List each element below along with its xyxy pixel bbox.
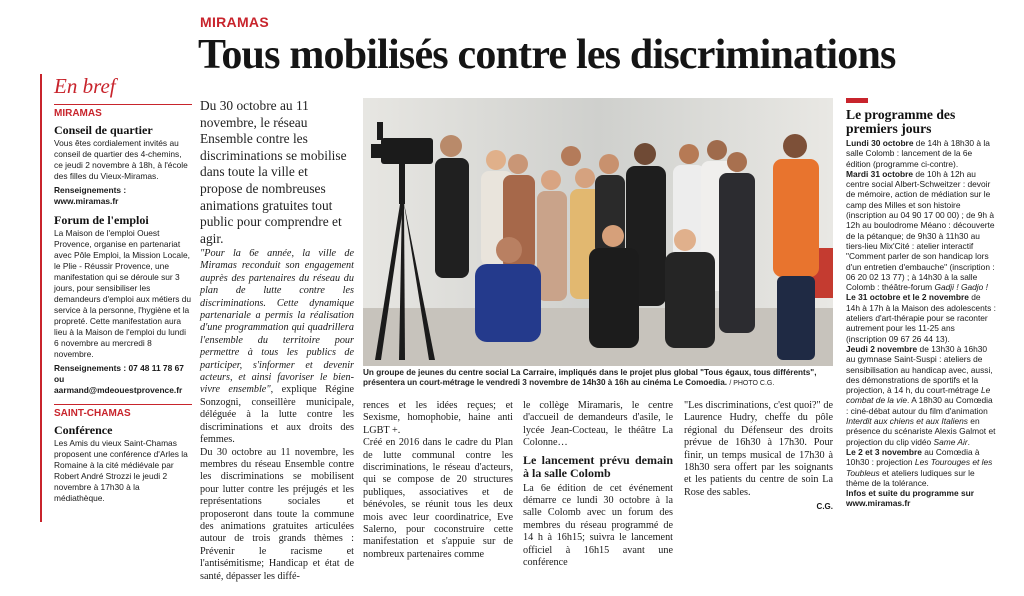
article-paragraph: La 6e édition de cet événement démarre ce lundi 30 octobre à la salle Colomb avec un forum des membres du réseau programmé de 14 h à 16h15; suivra le lancement officiel à 16h15 avant une conférence <box>523 482 673 569</box>
programme-entry-text: au Comœdia à 10h30 : projection <box>846 446 980 468</box>
article-paragraph: le collège Miramaris, le centre d'accueil de demandeurs d'asile, le lycée Jean-Cocteau, le théâtre La Colonne… <box>523 400 673 449</box>
programme-entry-text: et ateliers ludiques sur le thème de la tolérance. <box>846 467 975 488</box>
programme-entry-text: de 14h à 18h30 à la salle Colomb : lancement de la 6e édition (programme ci-contre). <box>846 138 990 169</box>
quote-text: "Pour la 6e année, la ville de Miramas reconduit son engagement auprès des partenaires du réseau du plan de lutte contre les discriminations. Cette dynamique partenariale a permis la réalisation d'une programmation qui quadrillera l'ensemble du territoire pour permettre à tous les publics de participer, s'informer et devenir acteurs, et ainsi favoriser le bien-vivre ensemble" <box>200 248 354 396</box>
programme-title-italic: Le combat de la vie <box>846 385 991 406</box>
group-photo-illustration <box>363 98 833 366</box>
group-photo <box>363 98 833 366</box>
quote-attribution: , explique Régine Sonzogni, conseillère municipale, déléguée à la lutte contre les discriminations et aux droits des femmes. <box>200 384 355 446</box>
article-paragraph: "Les discriminations, c'est quoi?" de Laurence Hudry, cheffe du pôle régional du Défenseur des droits prévue de 16h30 à 17h30. Pour finir, un temps musical de 17h30 à 18h30 sera offert par les soignants et les patients du centre de soin La Rose des sables. <box>684 400 833 498</box>
city-label-saint-chamas: SAINT-CHAMAS <box>54 404 192 419</box>
programme-date: Jeudi 2 novembre <box>846 343 918 354</box>
photo-credit: / PHOTO C.G. <box>729 380 775 388</box>
programme-entry-text: de 14h à 17h à la Maison des adolescents : ateliers d'art-thérapie pour se raconter autrement pour les 11-25 ans (inscription 09 67 26 44 13). <box>846 292 996 344</box>
article-lead: Du 30 octobre au 11 novembre, le réseau Ensemble contre les discriminations se mobilise dans toute la ville et propose de nombreuses animations gratuites tout public pour comprendre et agir. <box>200 98 347 246</box>
city-label-miramas: MIRAMAS <box>54 104 192 119</box>
programme-entry <box>846 292 996 343</box>
photo-caption-text: Un groupe de jeunes du centre social La Carraire, impliqués dans le projet plus global "Tous égaux, tous différents", présentera un court-métrage le vendredi 3 novembre de 14h30 à 16h au cinéma Le Comoedia. <box>363 368 817 388</box>
programme-rule <box>846 98 868 103</box>
brief-text-forum: La Maison de l'emploi Ouest Provence, organise en partenariat avec Pôle Emploi, la Mission Locale, le Plie - Réussir Provence, une manifestation qui se déroule sur 3 jours, pour sensibiliser les demandeurs d'emploi aux métiers du service à la personne, l'hygiène et la propreté. Cette manifestation aura lieu à la Maison de l'emploi du lundi 6 novembre au mercredi 8 novembre. <box>54 228 192 359</box>
programme-entry-text: de 13h30 à 16h30 au gymnase Saint-Suspi : ateliers de sensibilisation au handicap avec, aussi, des démonstrations de sportifs et la projection, à 14 h, du court-métrage <box>846 343 993 396</box>
article-paragraph: Créé en 2016 dans le cadre du Plan de lutte communal contre les discriminations, le réseau d'acteurs, qui se compose de 20 structures publiques, associatives et de bénévoles, se réunit tous les deux mois avec leur coordinatrice, Eve Salerno, pour coconstruire cette manifestation et s'appuie sur de nombreux partenaires comme <box>363 437 513 560</box>
article-subheading: Le lancement prévu demain à la salle Colomb <box>523 452 673 480</box>
brief-text-conference: Les Amis du vieux Saint-Chamas proposent une conférence d'Arles la Romaine à la cité médiévale par Robert André Strozzi le jeudi 2 novembre à 17h30 à la médiathèque. <box>54 438 188 503</box>
programme-entry <box>846 169 996 293</box>
article-column-4 <box>684 400 833 514</box>
programme-title-italic: Interdit aux chiens et aux Italiens <box>846 416 968 427</box>
brief-title-conseil: Conseil de quartier <box>54 123 153 137</box>
article-paragraph: rences et les idées reçues; et Sexisme, homophobie, haine anti LGBT +. <box>363 400 513 436</box>
programme-title-italic: Les Tourouges et les Toubleus <box>846 457 993 478</box>
article-column-3 <box>523 400 673 569</box>
article-column-1 <box>200 248 354 583</box>
section-kicker: MIRAMAS <box>200 14 269 30</box>
en-bref-column <box>54 74 192 507</box>
programme-title: Le programme des premiers jours <box>846 107 956 136</box>
brief-info-forum: Renseignements : 07 48 11 78 67 ou aarmand@mdeouestprovence.fr <box>54 363 184 395</box>
programme-date: Le 31 octobre et le 2 novembre <box>846 292 969 303</box>
brief-title-conference: Conférence <box>54 423 113 437</box>
brief-text-conseil: Vous êtes cordialement invités au conseil de quartier des 4-chemins, ce jeudi 2 novembre à 18h, à l'école des filles du Vieux-Miramas. <box>54 138 188 181</box>
programme-entry <box>846 447 996 488</box>
brief-title-forum: Forum de l'emploi <box>54 213 149 227</box>
programme-date: Le 2 et 3 novembre <box>846 446 922 457</box>
headline: Tous mobilisés contre les discriminations <box>198 32 896 78</box>
author-signature: C.G. <box>816 502 833 512</box>
en-bref-title: En bref <box>54 74 116 98</box>
article-column-2 <box>363 400 513 561</box>
brief-info-conseil: Renseignements : www.miramas.fr <box>54 185 127 206</box>
en-bref-rule <box>40 74 42 522</box>
programme-date: Lundi 30 octobre <box>846 138 914 148</box>
photo-caption <box>363 368 833 390</box>
programme-date: Mardi 31 octobre <box>846 168 914 179</box>
programme-entry <box>846 138 996 169</box>
programme-column <box>846 108 996 509</box>
programme-entry-text: en présence du scénariste Alexis Galmot et projection du clip vidéo <box>846 416 996 447</box>
programme-entry-text: de 10h à 12h au centre social Albert-Schweitzer : devoir de mémoire, action de médiation sur le camp des Milles et son histoire (inscription au 04 90 17 00 00) ; de 9h à 12h au boulodrome Méano : découverte de la pétanque; de 9h30 à 11h30 au tiers-lieu Mix'Cité : atelier interactif "Comment parler de son handicap lors d'un entretien d'embauche" (inscription : 06 20 02 13 77) ; à 14h30 à la salle Colomb : théâtre-forum <box>846 168 995 293</box>
programme-entry: Jeudi 2 novembre de 13h30 à 16h30 au gymnase Saint-Suspi : ateliers de sensibilisation au handicap avec, aussi, des démonstrations de sportifs et la projection, à 14 h, du court-métrage Le combat de la vie. A 18h30 au Comœdia : ciné-débat autour du film d'animation Interdit aux chiens et aux Italiens en présence du scénariste Alexis Galmot et projection du clip vidéo Same Air. <box>846 343 996 447</box>
article-paragraph: Du 30 octobre au 11 novembre, les membres du réseau Ensemble contre les discriminations se mobilisent pour lutter contre les préjugés et les représentations sociales et proposeront dans toute la commune des animations gratuites articulées autour de trois grands thèmes : Prévenir le racisme et l'antisémitisme; Handicap et état de santé, dépasser les diffé- <box>200 446 354 582</box>
programme-title-italic: Gadji ! Gadjo ! <box>934 282 988 293</box>
programme-title-italic: Same Air <box>933 436 968 447</box>
programme-footer-link[interactable]: Infos et suite du programme sur www.miramas.fr <box>846 488 974 509</box>
programme-entry-text: . A 18h30 au Comœdia : ciné-débat autour du film d'animation <box>846 395 993 416</box>
